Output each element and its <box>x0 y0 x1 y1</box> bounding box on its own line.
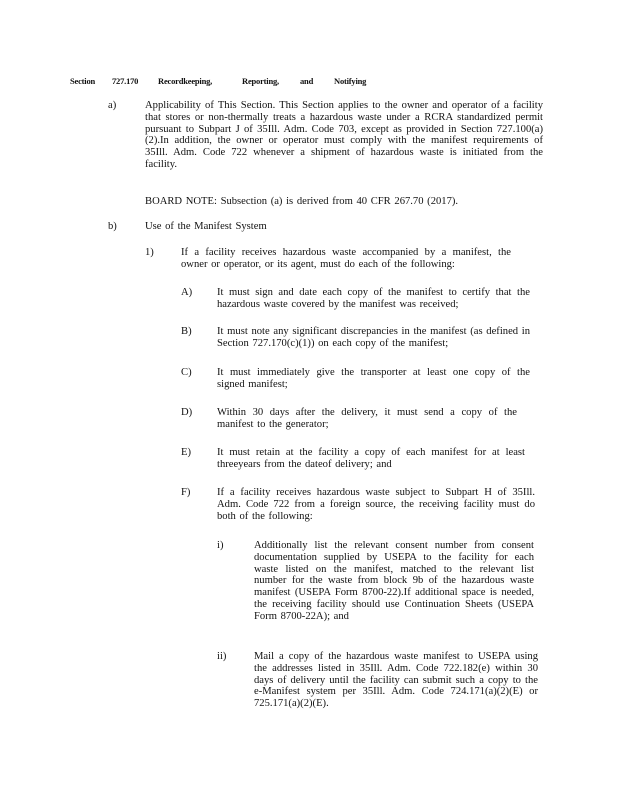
section-number: 727.170 <box>112 76 139 86</box>
item-C-label: C) <box>181 367 192 378</box>
item-F-label: F) <box>181 487 191 498</box>
section-title-word-2: Reporting, <box>242 76 279 86</box>
subitem-i-text: Additionally list the relevant consent number from consent documentation supplied by USEPA to the facility for each waste listed on the manifest, matched to the relevant list number for the waste from block 9b of the hazardous waste manifest (USEPA Form 8700-22).If additional space is needed, the receiving facility should use Continuation Sheets (USEPA Form 8700-22A); and <box>254 540 534 622</box>
section-title-word-1: Recordkeeping, <box>158 76 213 86</box>
subsection-b-title: Use of the Manifest System <box>145 221 267 232</box>
section-word: Section <box>70 76 96 86</box>
paragraph-1-text: If a facility receives hazardous waste accompanied by a manifest, the owner or operator, or its agent, must do each of the following: <box>181 247 511 270</box>
board-note: BOARD NOTE: Subsection (a) is derived from 40 CFR 267.70 (2017). <box>145 196 459 207</box>
item-F-text: If a facility receives hazardous waste subject to Subpart H of 35Ill. Adm. Code 722 from a foreign source, the receiving facility must do both of the following: <box>217 487 535 522</box>
subitem-ii-label: ii) <box>217 651 227 662</box>
item-A-text: It must sign and date each copy of the manifest to certify that the hazardous waste covered by the manifest was received; <box>217 287 530 310</box>
section-title-word-4: Notifying <box>334 76 367 86</box>
subsection-a-text: Applicability of This Section. This Section applies to the owner and operator of a facility that stores or non-thermally treats a hazardous waste under a RCRA standardized permit pursuant to Subpart J of 35Ill. Adm. Code 703, except as provided in Section 727.100(a)(2).In addition, the owner or operator must comply with the manifest requirements of 35Ill. Adm. Code 722 whenever a shipment of hazardous waste is initiated from the facility. <box>145 100 543 170</box>
item-E-label: E) <box>181 447 191 458</box>
subsection-a-label: a) <box>108 100 117 111</box>
item-E-text: It must retain at the facility a copy of each manifest for at least threeyears from the dateof delivery; and <box>217 447 525 470</box>
item-D-label: D) <box>181 407 193 418</box>
subitem-i-label: i) <box>217 540 224 551</box>
item-B-text: It must note any significant discrepancies in the manifest (as defined in Section 727.170(c)(1)) on each copy of the manifest; <box>217 326 530 349</box>
item-C-text: It must immediately give the transporter at least one copy of the signed manifest; <box>217 367 530 390</box>
subsection-b-label: b) <box>108 221 117 232</box>
item-D-text: Within 30 days after the delivery, it must send a copy of the manifest to the generator; <box>217 407 517 430</box>
paragraph-1-label: 1) <box>145 247 154 258</box>
item-B-label: B) <box>181 326 192 337</box>
subitem-ii-text: Mail a copy of the hazardous waste manifest to USEPA using the addresses listed in 35Ill. Adm. Code 722.182(e) within 30 days of delivery until the facility can submit such a copy to the e-Manifest system per 35Ill. Adm. Code 724.171(a)(2)(E) or 725.171(a)(2)(E). <box>254 651 538 710</box>
item-A-label: A) <box>181 287 193 298</box>
section-title-word-3: and <box>300 76 314 86</box>
